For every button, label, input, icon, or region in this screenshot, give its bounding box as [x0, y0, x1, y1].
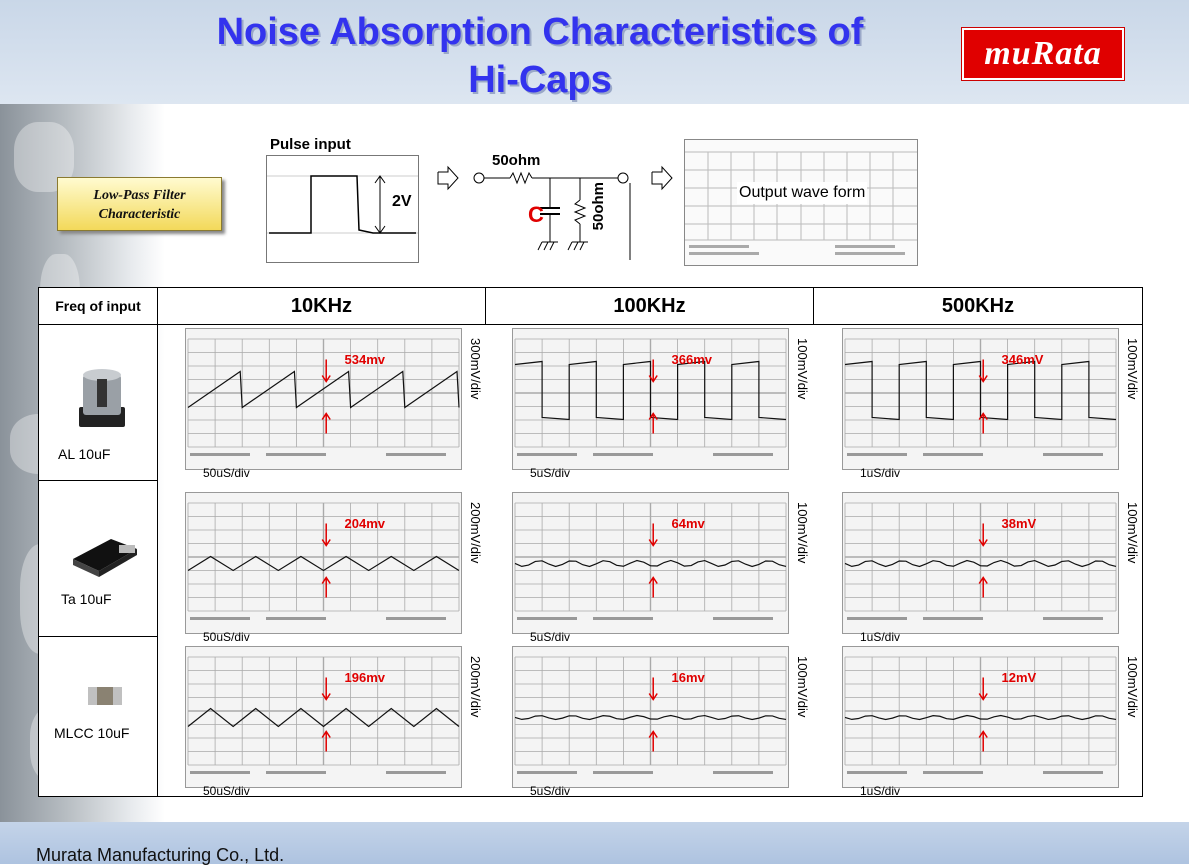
table-corner-header: Freq of input: [38, 287, 158, 325]
capacitor-label: C: [528, 202, 544, 227]
row-label-mlcc: MLCC 10uF: [54, 725, 130, 741]
oscilloscope-trace: [513, 493, 788, 633]
oscilloscope-trace: [186, 647, 461, 787]
oscilloscope-panel: [512, 646, 789, 788]
volts-per-division-label: 100mV/div: [795, 502, 810, 564]
oscilloscope-panel: [512, 492, 789, 634]
volts-per-division-label: 200mV/div: [468, 656, 483, 718]
volts-per-division-label: 200mV/div: [468, 502, 483, 564]
oscilloscope-panel: [185, 492, 462, 634]
oscilloscope-trace: [843, 493, 1118, 633]
volts-per-division-label: 300mV/div: [468, 338, 483, 400]
oscilloscope-panel: [185, 646, 462, 788]
time-per-division-label: 5uS/div: [530, 630, 571, 644]
company-name: Murata Manufacturing Co., Ltd.: [36, 845, 285, 865]
amplitude-annotation: 12mV: [1001, 670, 1037, 685]
time-per-division-label: 1uS/div: [860, 466, 901, 480]
oscilloscope-panel: [512, 328, 789, 470]
column-header-10khz: 10KHz: [157, 287, 486, 325]
aluminum-capacitor-image: [71, 365, 131, 435]
oscilloscope-trace: [186, 493, 461, 633]
volts-per-division-label: 100mV/div: [1125, 656, 1140, 718]
row-cell-mlcc: [38, 636, 158, 797]
series-resistor-label: 50ohm: [492, 152, 541, 169]
time-per-division-label: 1uS/div: [860, 784, 901, 798]
amplitude-annotation: 366mv: [671, 352, 712, 367]
callout-line-1: Low-Pass Filter: [93, 188, 186, 203]
time-per-division-label: 50uS/div: [203, 466, 250, 480]
time-per-division-label: 1uS/div: [860, 630, 901, 644]
title-line-2: Hi-Caps: [468, 59, 612, 101]
page-title: [120, 8, 960, 104]
row-label-ta: Ta 10uF: [61, 591, 112, 607]
volts-per-division-label: 100mV/div: [795, 656, 810, 718]
output-waveform-label: Output wave form: [737, 182, 867, 204]
tantalum-capacitor-image: [67, 533, 147, 583]
oscilloscope-panel: [842, 492, 1119, 634]
column-header-100khz: 100KHz: [485, 287, 814, 325]
oscilloscope-panel: [842, 646, 1119, 788]
pulse-amplitude-label: 2V: [392, 193, 412, 210]
oscilloscope-panel: [185, 328, 462, 470]
volts-per-division-label: 100mV/div: [795, 338, 810, 400]
time-per-division-label: 50uS/div: [203, 630, 250, 644]
callout-line-2: Characteristic: [98, 207, 181, 222]
murata-logo: muRata: [962, 28, 1124, 80]
oscilloscope-trace: [186, 329, 461, 469]
oscilloscope-panel: [842, 328, 1119, 470]
amplitude-annotation: 204mv: [344, 516, 385, 531]
time-per-division-label: 50uS/div: [203, 784, 250, 798]
amplitude-annotation: 64mv: [671, 516, 705, 531]
mlcc-capacitor-image: [84, 681, 134, 711]
pulse-input-label: Pulse input: [270, 136, 351, 153]
oscilloscope-trace: [513, 329, 788, 469]
amplitude-annotation: 346mV: [1001, 352, 1044, 367]
oscilloscope-trace: [843, 329, 1118, 469]
column-header-500khz: 500KHz: [813, 287, 1143, 325]
load-resistor-label: 50ohm: [590, 182, 607, 231]
amplitude-annotation: 534mv: [344, 352, 385, 367]
title-line-1: Noise Absorption Characteristics of: [216, 11, 864, 53]
amplitude-annotation: 16mv: [671, 670, 705, 685]
volts-per-division-label: 100mV/div: [1125, 338, 1140, 400]
time-per-division-label: 5uS/div: [530, 466, 571, 480]
lpf-circuit-diagram: [430, 150, 680, 265]
oscilloscope-trace: [843, 647, 1118, 787]
amplitude-annotation: 38mV: [1001, 516, 1037, 531]
volts-per-division-label: 100mV/div: [1125, 502, 1140, 564]
amplitude-annotation: 196mv: [344, 670, 385, 685]
row-label-al: AL 10uF: [58, 446, 111, 462]
row-cell-ta: [38, 480, 158, 637]
time-per-division-label: 5uS/div: [530, 784, 571, 798]
row-cell-al: [38, 324, 158, 481]
oscilloscope-trace: [513, 647, 788, 787]
low-pass-filter-callout: [57, 177, 222, 231]
